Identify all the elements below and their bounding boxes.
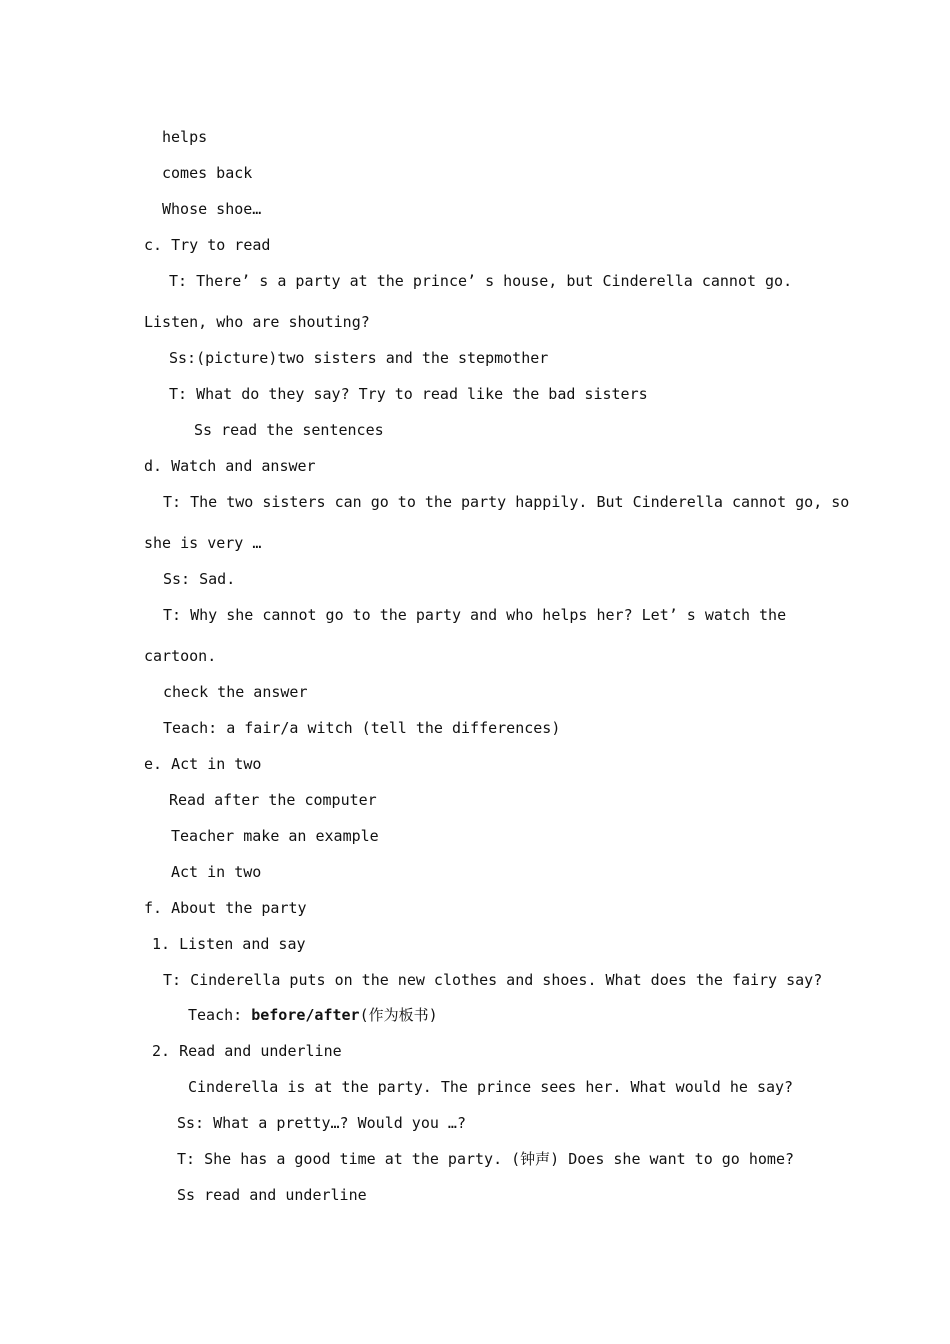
text-line: Ss read and underline: [177, 1186, 367, 1204]
section-heading: c. Try to read: [144, 236, 271, 254]
text-line: helps: [162, 128, 208, 146]
teach-suffix: (作为板书): [359, 1006, 438, 1024]
text-line: Ss: Sad.: [163, 570, 236, 588]
text-line: check the answer: [163, 683, 308, 701]
section-heading: d. Watch and answer: [144, 457, 316, 475]
text-line: T: There’ s a party at the prince’ s house, but Cinderella cannot go.: [169, 272, 793, 290]
teach-prefix: Teach:: [188, 1006, 252, 1024]
text-line: T: Cinderella puts on the new clothes and shoes. What does the fairy say?: [163, 971, 823, 989]
text-line: T: She has a good time at the party. (钟声) Does she want to go home?: [177, 1150, 794, 1168]
text-line: Ss:(picture)two sisters and the stepmother: [169, 349, 549, 367]
text-line: Teach: a fair/a witch (tell the differences): [163, 719, 561, 737]
teach-bold-term: before/after: [251, 1006, 360, 1024]
text-line: comes back: [162, 164, 253, 182]
section-heading: f. About the party: [144, 899, 307, 917]
text-line: T: The two sisters can go to the party happily. But Cinderella cannot go, so: [163, 493, 850, 511]
text-line: Teacher make an example: [171, 827, 379, 845]
section-heading: e. Act in two: [144, 755, 262, 773]
text-line: T: What do they say? Try to read like the bad sisters: [169, 385, 648, 403]
text-line: Act in two: [171, 863, 262, 881]
text-line: she is very …: [144, 534, 262, 552]
text-line: Ss read the sentences: [194, 421, 384, 439]
text-line: Listen, who are shouting?: [144, 313, 370, 331]
text-line: Whose shoe…: [162, 200, 262, 218]
teach-line: [188, 1005, 438, 1025]
subsection-heading: 2. Read and underline: [152, 1042, 342, 1060]
text-line: Ss: What a pretty…? Would you …?: [177, 1114, 466, 1132]
text-line: Read after the computer: [169, 791, 377, 809]
text-line: T: Why she cannot go to the party and who helps her? Let’ s watch the: [163, 606, 787, 624]
text-line: Cinderella is at the party. The prince sees her. What would he say?: [188, 1078, 794, 1096]
subsection-heading: 1. Listen and say: [152, 935, 306, 953]
text-line: cartoon.: [144, 647, 217, 665]
